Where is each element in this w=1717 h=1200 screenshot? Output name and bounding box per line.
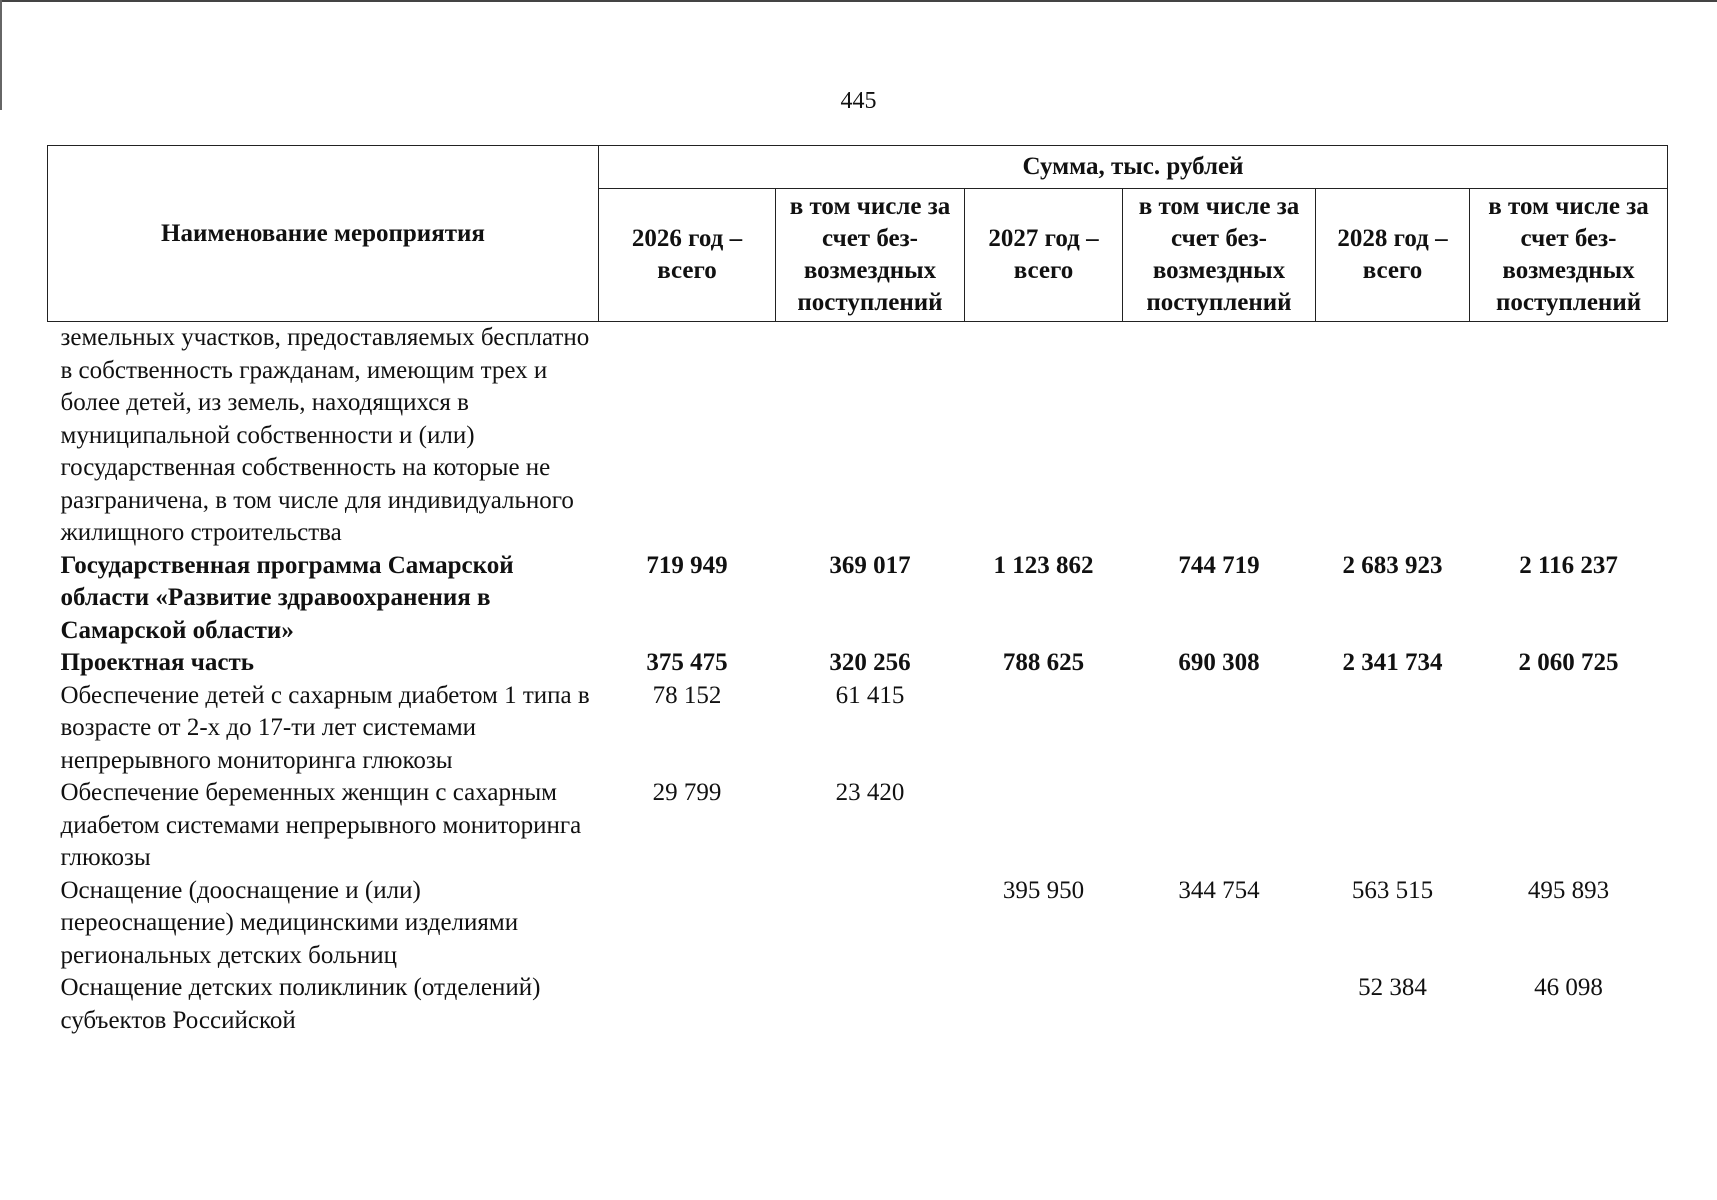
- row-name: Оснащение детских поликлиник (отделений) субъектов Российской: [60, 974, 541, 1034]
- table-row: [48, 680, 1668, 778]
- value-2026-total: 375 475: [646, 649, 728, 676]
- header-col-2027-total: 2027 год – всего: [965, 189, 1123, 322]
- row-name: Проектная часть: [60, 649, 255, 676]
- value-2028-grants: 46 098: [1534, 974, 1603, 1001]
- row-name: земельных участков, предоставляемых бесплатно в собственность гражданам, имеющим трех и более детей, из земель, находящихся в муниципальной собственности и (или) государственная собственность на которые не разграничена, в том числе для индивидуального жилищного строительства: [60, 324, 590, 546]
- value-2026-grants: 320 256: [829, 649, 911, 676]
- page-number: 445: [840, 88, 877, 114]
- header-sum-group: Сумма, тыс. рублей: [599, 146, 1668, 189]
- value-2027-total: [965, 680, 1123, 778]
- table-row: [48, 647, 1668, 680]
- table-body: [48, 322, 1668, 1038]
- row-name: Государственная программа Самарской области «Развитие здравоохранения в Самарской области»: [60, 551, 514, 644]
- table-row: [48, 550, 1668, 648]
- value-2027-grants: [1123, 777, 1316, 875]
- header-col-2028-grants: в том числе за счет без-возмездных поступлений: [1470, 189, 1668, 322]
- value-2028-grants: 495 893: [1527, 876, 1610, 904]
- value-2028-total: 2 341 734: [1342, 649, 1443, 676]
- table-row: [48, 875, 1668, 973]
- value-2026-grants: 369 017: [829, 551, 911, 579]
- value-2027-total: [965, 777, 1123, 875]
- value-2028-grants: 2 060 725: [1518, 649, 1619, 676]
- value-2027-total: 395 950: [1002, 876, 1085, 904]
- value-2028-grants: 2 116 237: [1519, 551, 1618, 579]
- table-row: [48, 322, 1668, 550]
- value-2027-grants: 344 754: [1178, 876, 1260, 904]
- value-2026-total: [599, 322, 776, 550]
- value-2026-grants: [776, 875, 965, 973]
- table-row: [48, 777, 1668, 875]
- header-col-2028-total: 2028 год – всего: [1316, 189, 1470, 322]
- value-2027-total: 788 625: [1002, 649, 1085, 676]
- scan-edge-top: [0, 0, 1717, 2]
- value-2028-total: [1316, 322, 1470, 550]
- table-row: [48, 972, 1668, 1037]
- value-2028-total: 2 683 923: [1342, 551, 1443, 579]
- scan-edge-left: [0, 0, 2, 110]
- value-2026-total: 29 799: [652, 779, 722, 806]
- value-2027-total: [965, 322, 1123, 550]
- value-2028-total: [1316, 777, 1470, 875]
- value-2027-grants: [1123, 972, 1316, 1037]
- value-2027-total: 1 123 862: [993, 551, 1094, 579]
- value-2027-grants: [1123, 680, 1316, 778]
- value-2028-grants: [1470, 322, 1668, 550]
- value-2026-grants: [776, 322, 965, 550]
- value-2027-grants: 690 308: [1178, 649, 1260, 676]
- value-2026-grants: 61 415: [835, 681, 905, 709]
- table-header: [48, 146, 1668, 322]
- value-2027-grants: 744 719: [1178, 551, 1260, 579]
- header-name-column: Наименование мероприятия: [48, 146, 599, 322]
- value-2026-total: [599, 972, 776, 1037]
- value-2028-total: 563 515: [1351, 876, 1434, 904]
- value-2026-grants: [776, 972, 965, 1037]
- value-2026-total: [599, 875, 776, 973]
- value-2027-grants: [1123, 322, 1316, 550]
- value-2028-grants: [1470, 680, 1668, 778]
- value-2026-total: 719 949: [646, 551, 728, 579]
- value-2028-total: [1316, 680, 1470, 778]
- header-col-2026-total: 2026 год – всего: [599, 189, 776, 322]
- header-col-2026-grants: в том числе за счет без-возмездных поступлений: [776, 189, 965, 322]
- row-name: Оснащение (дооснащение и (или) переоснащение) медицинскими изделиями региональных детских больниц: [60, 876, 519, 969]
- value-2027-total: [965, 972, 1123, 1037]
- value-2028-grants: [1470, 777, 1668, 875]
- value-2026-grants: 23 420: [835, 779, 905, 806]
- value-2026-total: 78 152: [652, 681, 722, 709]
- header-col-2027-grants: в том числе за счет без-возмездных поступлений: [1123, 189, 1316, 322]
- row-name: Обеспечение беременных женщин с сахарным диабетом системами непрерывного мониторинга глюкозы: [60, 779, 582, 871]
- budget-table: [47, 145, 1668, 1037]
- value-2028-total: 52 384: [1358, 974, 1427, 1001]
- row-name: Обеспечение детей с сахарным диабетом 1 типа в возрасте от 2-х до 17-ти лет системами непрерывного мониторинга глюкозы: [60, 681, 590, 774]
